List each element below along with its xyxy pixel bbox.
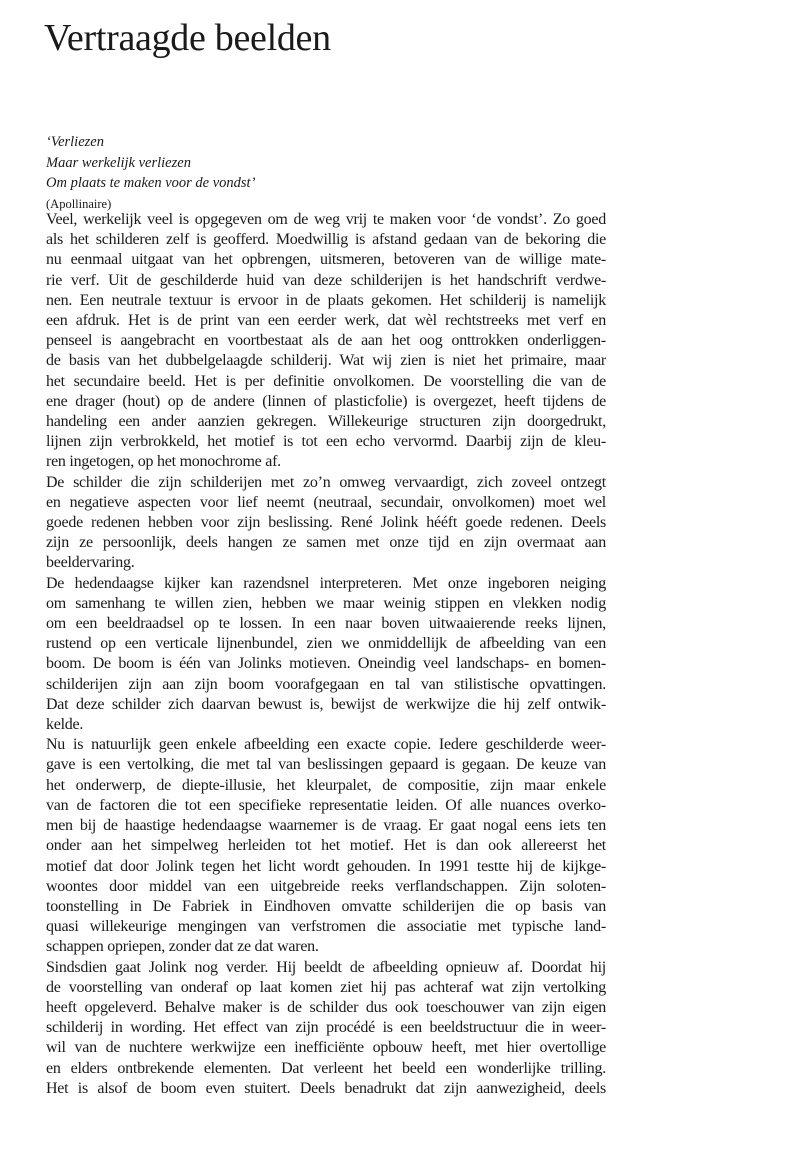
text-line: een afdruk. Het is de print van een eerder werk, dat wèl rechtstreeks met verf en (46, 312, 606, 330)
epigraph-source: (Apollinaire) (46, 196, 112, 211)
text-line: boom. De boom is één van Jolinks motieven. Oneindig veel landschaps- en bomen- (46, 655, 606, 673)
text-line: en elders ontbrekende elementen. Dat verleent het beeld een wonderlijke trilling. (46, 1059, 606, 1077)
text-line: als het schilderen zelf is geofferd. Moedwillig is afstand gedaan van de bekoring die (46, 231, 606, 249)
text-line: men bij de haastige hedendaagse waarnemer is de vraag. Er gaat nogal eens iets ten (46, 817, 606, 835)
page-title: Vertraagde beelden (44, 17, 331, 59)
text-line: woontes door middel van een uitgebreide reeks verflandschappen. Zijn soloten- (46, 877, 606, 895)
text-line: goede redenen hebben voor zijn beslissing. René Jolink hééft goede redenen. Deels (46, 514, 606, 532)
paragraph (46, 574, 606, 736)
text-line: het onderwerp, de diepte-illusie, het kleurpalet, de compositie, zijn maar enkele (46, 776, 606, 794)
text-line: gave is een vertolking, die met tal van beslissingen gepaard is gegaan. De keuze van (46, 756, 606, 774)
text-line: Nu is natuurlijk geen enkele afbeelding een exacte copie. Iedere geschilderde weer- (46, 736, 606, 754)
text-line: beeldervaring. (46, 554, 135, 572)
body-text (46, 210, 606, 1099)
epigraph (46, 132, 255, 214)
text-line: wil van de nuchtere werkwijze een inefficiënte opbouw heeft, met hier overtollige (46, 1039, 606, 1057)
text-line: en negatieve aspecten voor lief neemt (neutraal, secundair, onvolkomen) moet wel (46, 493, 606, 511)
text-line: de voorstelling van onderaf op laat komen ziet hij pas achteraf wat zijn vertolking (46, 978, 606, 996)
text-line: Dat deze schilder zich daarvan bewust is, bewijst de werkwijze die hij zelf ontwik- (46, 695, 606, 713)
epigraph-line: Om plaats te maken voor de vondst’ (46, 175, 256, 191)
paragraph (46, 735, 606, 957)
text-line: rustend op een verticale lijnenbundel, zien we onmiddellijk de afbeelding van een (46, 635, 606, 653)
text-line: Veel, werkelijk veel is opgegeven om de weg vrij te maken voor ‘de vondst’. Zo goed (46, 211, 606, 228)
text-line: nen. Een neutrale textuur is ervoor in de plaats gekomen. Het schilderij is namelijk (46, 291, 606, 309)
text-line: toonstelling in De Fabriek in Eindhoven omvatte schilderijen die op basis van (46, 897, 606, 915)
text-line: handeling een ander aanzien gekregen. Willekeurige structuren zijn doorgedrukt, (46, 413, 606, 431)
text-line: De schilder die zijn schilderijen met zo’n omweg vervaardigt, zich zoveel ontzegt (46, 473, 606, 491)
text-line: penseel is aangebracht en voortbestaat als de aan het oog onttrokken onderliggen- (46, 332, 606, 350)
text-line: om samenhang te willen zien, hebben we maar weinig stippen en vlekken nodig (46, 594, 606, 612)
epigraph-line: ‘Verliezen (46, 134, 104, 150)
text-line: rie verf. Uit de geschilderde huid van deze schilderijen is het handschrift verdwe- (46, 271, 606, 289)
text-line: de basis van het dubbelgelaagde schilderij. Wat wij zien is niet het primaire, maar (46, 352, 606, 370)
text-line: quasi willekeurige mengingen van verfstromen die associatie met typische land- (46, 918, 606, 936)
text-line: nu eenmaal uitgaat van het opbrengen, uitsmeren, betoveren van de willige mate- (46, 251, 606, 269)
text-line: het secundaire beeld. Het is per definitie onvolkomen. De voorstelling die van de (46, 372, 606, 390)
paragraph (46, 958, 606, 1099)
text-line: De hedendaagse kijker kan razendsnel interpreteren. Met onze ingeboren neiging (46, 574, 606, 592)
text-line: ene drager (hout) op de andere (linnen of plasticfolie) is overgezet, heeft tijdens de (46, 392, 606, 410)
text-line: Het is alsof de boom even stuitert. Deels benadrukt dat zijn aanwezigheid, deels (46, 1079, 606, 1097)
text-line: schappen opriepen, zonder dat ze dat waren. (46, 938, 319, 956)
text-line: van de factoren die tot een specifieke representatie leiden. Of alle nuances overko- (46, 796, 606, 814)
paragraph (46, 473, 606, 574)
text-line: ren ingetogen, op het monochrome af. (46, 453, 281, 471)
text-line: Sindsdien gaat Jolink nog verder. Hij beeldt de afbeelding opnieuw af. Doordat hij (46, 958, 606, 976)
text-line: schilderij in wording. Het effect van zijn procédé is een beeldstructuur die in weer- (46, 1019, 606, 1037)
paragraph (46, 210, 606, 473)
epigraph-line: Maar werkelijk verliezen (46, 154, 191, 171)
text-line: motief dat door Jolink tegen het licht wordt gehouden. In 1991 testte hij de kijkge- (46, 857, 606, 875)
text-line: schilderijen zijn aan zijn boom voorafgegaan en tal van stilistische opvattingen. (46, 675, 606, 693)
text-line: zijn ze persoonlijk, deels hangen ze samen met onze tijd en zijn overmaat aan (46, 534, 606, 552)
text-line: onder aan het simpelweg herleiden tot het motief. Het is dan ook allereerst het (46, 837, 606, 855)
text-line: kelde. (46, 716, 84, 734)
text-line: lijnen zijn verbrokkeld, het motief is tot een echo vervormd. Daarbij zijn de kleu- (46, 433, 606, 451)
text-line: heeft opgeleverd. Behalve maker is de schilder dus ook toeschouwer van zijn eigen (46, 998, 606, 1016)
text-line: om een beeldraadsel op te lossen. In een naar boven uitwaaierende reeks lijnen, (46, 615, 606, 633)
